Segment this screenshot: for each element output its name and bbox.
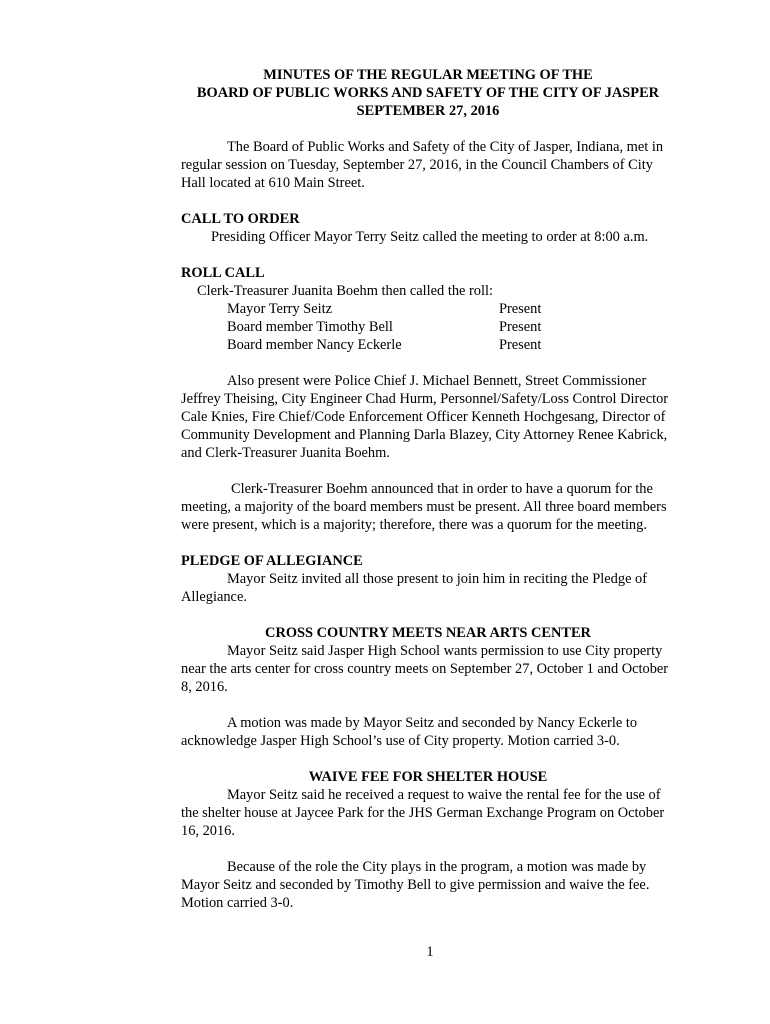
roll-call-table (227, 300, 541, 354)
pledge-section (181, 552, 675, 606)
shelter-house-text-1: Mayor Seitz said he received a request to waive the rental fee for the use of the shelter house at Jaycee Park for the JHS German Exchange Program on October 16, 2016. (181, 787, 665, 839)
member-status: Present (499, 301, 542, 317)
page-number: 1 (426, 944, 434, 960)
cross-country-heading: CROSS COUNTRY MEETS NEAR ARTS CENTER (265, 625, 591, 641)
table-row (227, 318, 541, 336)
also-present-paragraph: Also present were Police Chief J. Michael Bennett, Street Commissioner Jeffrey Theising, City Engineer Chad Hurm, Personnel/Safety/Loss Control Director Cale Knies, Fire Chief/Code Enforcement Officer Kenneth Hochgesang, Director of Community Development and Planning Darla Blazey, City Attorney Renee Kabrick, and Clerk-Treasurer Juanita Boehm. (181, 373, 669, 461)
member-status: Present (499, 337, 542, 353)
shelter-house-text-2: Because of the role the City plays in the program, a motion was made by Mayor Seitz and seconded by Timothy Bell to give permission and waive the fee. Motion carried 3-0. (181, 859, 650, 911)
intro-paragraph: The Board of Public Works and Safety of the City of Jasper, Indiana, met in regular session on Tuesday, September 27, 2016, in the Council Chambers of City Hall located at 610 Main Street. (181, 139, 664, 191)
pledge-text: Mayor Seitz invited all those present to join him in reciting the Pledge of Allegiance. (181, 571, 648, 605)
shelter-house-heading: WAIVE FEE FOR SHELTER HOUSE (308, 769, 548, 785)
shelter-house-section (181, 768, 675, 912)
member-name: Board member Timothy Bell (227, 319, 393, 335)
call-to-order-text: Presiding Officer Mayor Terry Seitz called the meeting to order at 8:00 a.m. (211, 229, 649, 245)
member-status: Present (499, 319, 542, 335)
document-title (181, 66, 675, 120)
title-line-1: MINUTES OF THE REGULAR MEETING OF THE (263, 67, 593, 83)
member-name: Mayor Terry Seitz (227, 301, 333, 317)
call-to-order-heading: CALL TO ORDER (181, 211, 300, 227)
roll-call-heading: ROLL CALL (181, 265, 265, 281)
roll-call-section (181, 264, 675, 534)
quorum-paragraph: Clerk-Treasurer Boehm announced that in order to have a quorum for the meeting, a majority of the board members must be present. All three board members were present, which is a majority; therefore, there was a quorum for the meeting. (181, 481, 667, 533)
member-name: Board member Nancy Eckerle (227, 337, 402, 353)
table-row (227, 300, 541, 318)
call-to-order-section (181, 210, 675, 246)
table-row (227, 336, 541, 354)
cross-country-text-2: A motion was made by Mayor Seitz and seconded by Nancy Eckerle to acknowledge Jasper High School’s use of City property. Motion carried 3-0. (181, 715, 638, 749)
title-line-3: SEPTEMBER 27, 2016 (356, 103, 500, 119)
cross-country-text-1: Mayor Seitz said Jasper High School wants permission to use City property near the arts center for cross country meets on September 27, October 1 and October 8, 2016. (181, 643, 669, 695)
roll-call-intro: Clerk-Treasurer Juanita Boehm then called the roll: (197, 283, 493, 299)
document-body (181, 66, 675, 912)
title-line-2: BOARD OF PUBLIC WORKS AND SAFETY OF THE CITY OF JASPER (196, 85, 660, 101)
pledge-heading: PLEDGE OF ALLEGIANCE (181, 553, 363, 569)
cross-country-section (181, 624, 675, 750)
